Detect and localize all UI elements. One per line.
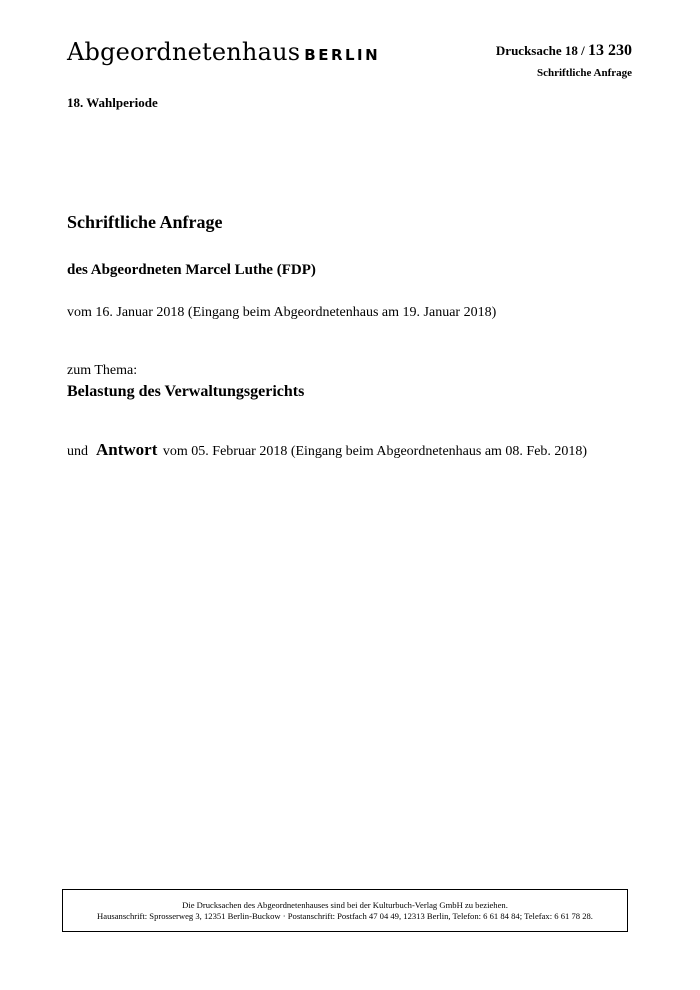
footer-notice <box>62 889 628 932</box>
document-number <box>496 42 632 60</box>
document-title: Schriftliche Anfrage <box>67 212 223 232</box>
legislative-period: 18. Wahlperiode <box>67 95 158 110</box>
footer-line-1: Die Drucksachen des Abgeordnetenhauses sind bei der Kulturbuch-Verlag GmbH zu beziehen. <box>182 900 508 910</box>
document-type: Schriftliche Anfrage <box>536 67 632 79</box>
logo-wordmark: Abgeordnetenhaus <box>67 38 301 66</box>
answer-word: Antwort <box>96 440 158 459</box>
logo-city: BERLIN <box>304 46 381 64</box>
topic-label: zum Thema: <box>67 363 138 378</box>
author-line: des Abgeordneten Marcel Luthe (FDP) <box>67 262 316 278</box>
answer-dates: vom 05. Februar 2018 (Eingang beim Abgeordnetenhaus am 08. Feb. 2018) <box>162 444 588 459</box>
footer-line-2: Hausanschrift: Sprosserweg 3, 12351 Berlin-Buckow · Postanschrift: Postfach 47 04 49, 12313 Berlin, Telefon: 6 61 84 84; Telefax: 6 61 78 28. <box>97 911 593 921</box>
answer-line <box>67 440 587 460</box>
topic-title: Belastung des Verwaltungsgerichts <box>67 383 305 400</box>
parliament-logo <box>67 38 380 66</box>
inquiry-dates: vom 16. Januar 2018 (Eingang beim Abgeordnetenhaus am 19. Januar 2018) <box>67 305 497 320</box>
answer-prefix: und <box>67 444 88 459</box>
document-number-value: 13 230 <box>588 42 632 59</box>
document-number-label: Drucksache 18 / <box>495 43 585 58</box>
